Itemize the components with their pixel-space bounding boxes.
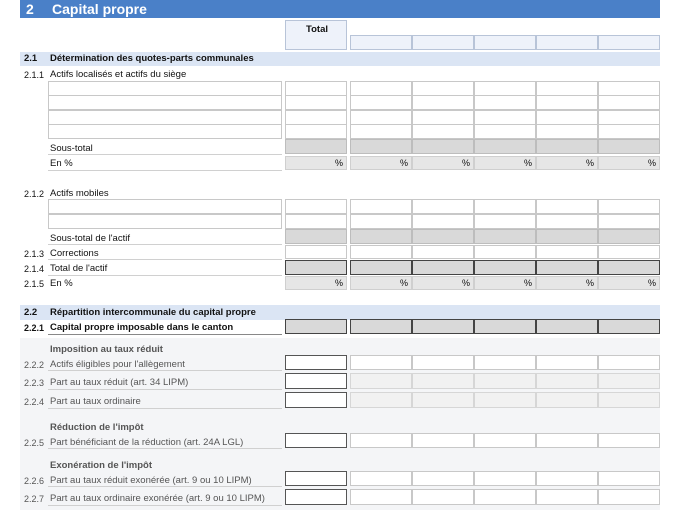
actif-localise-value-input[interactable] xyxy=(598,110,660,125)
pct-cell xyxy=(350,276,412,290)
commune-column-header[interactable] xyxy=(474,35,536,50)
row-label: Total de l'actif xyxy=(50,263,108,274)
actif-localise-value-input[interactable] xyxy=(285,95,347,110)
actif-mobile-value-input[interactable] xyxy=(350,214,412,229)
capital-imposable-cell xyxy=(474,319,536,334)
capital-imposable-total-cell xyxy=(285,319,347,334)
actif-localise-value-input[interactable] xyxy=(285,124,347,139)
taux-ordinaire-total-input[interactable] xyxy=(285,392,347,408)
total-actif-cell xyxy=(474,260,536,275)
exo-taux-ordinaire-input[interactable] xyxy=(350,489,412,505)
subtotal-actif-cell xyxy=(598,229,660,244)
section-number: 2 xyxy=(26,1,34,17)
corrections-input[interactable] xyxy=(412,245,474,259)
pct-sign: % xyxy=(647,278,656,288)
actif-localise-value-input[interactable] xyxy=(350,124,412,139)
subtotal-cell xyxy=(598,139,660,154)
actif-localise-value-input[interactable] xyxy=(536,124,598,139)
actif-mobile-value-input[interactable] xyxy=(474,199,536,214)
row-number: 2.1.5 xyxy=(24,279,45,289)
pct-sign: % xyxy=(647,158,656,168)
pct-sign: % xyxy=(523,158,532,168)
actif-mobile-value-input[interactable] xyxy=(350,199,412,214)
group-title: Réduction de l'impôt xyxy=(50,422,144,433)
pct-cell xyxy=(536,276,598,290)
taux-reduit-cell xyxy=(412,373,474,389)
actif-localise-value-input[interactable] xyxy=(412,124,474,139)
pct-sign: % xyxy=(523,278,532,288)
actif-mobile-value-input[interactable] xyxy=(536,214,598,229)
subtotal-actif-cell xyxy=(536,229,598,244)
exo-taux-ordinaire-input[interactable] xyxy=(412,489,474,505)
actifs-eligibles-input[interactable] xyxy=(350,355,412,370)
actif-mobile-value-input[interactable] xyxy=(412,199,474,214)
row-label: En % xyxy=(50,278,73,289)
actif-localise-value-input[interactable] xyxy=(598,81,660,96)
pct-cell xyxy=(412,156,474,170)
en-pct-label: En % xyxy=(50,158,73,169)
row-label: Part au taux ordinaire exonérée (art. 9 ou 10 LIPM) xyxy=(50,493,265,504)
row-label: Actifs mobiles xyxy=(50,188,109,199)
actif-mobile-value-input[interactable] xyxy=(598,199,660,214)
exo-taux-ordinaire-input[interactable] xyxy=(536,489,598,505)
pct-cell xyxy=(474,156,536,170)
group-title: Exonération de l'impôt xyxy=(50,460,153,471)
exo-taux-reduit-total-input[interactable] xyxy=(285,471,347,486)
subtotal-cell xyxy=(350,139,412,154)
taux-ordinaire-cell xyxy=(536,392,598,408)
section-title: Capital propre xyxy=(52,1,147,17)
actif-mobile-value-input[interactable] xyxy=(474,214,536,229)
actif-mobile-value-input[interactable] xyxy=(598,214,660,229)
actif-localise-value-input[interactable] xyxy=(350,95,412,110)
actif-localise-label-input[interactable] xyxy=(48,124,282,139)
row-number: 2.2.5 xyxy=(24,438,45,448)
pct-sign: % xyxy=(334,158,343,168)
actif-localise-label-input[interactable] xyxy=(48,81,282,96)
actif-localise-value-input[interactable] xyxy=(536,81,598,96)
exo-taux-ordinaire-input[interactable] xyxy=(598,489,660,505)
pct-cell xyxy=(474,276,536,290)
row-label: Part bénéficiant de la réduction (art. 24A LGL) xyxy=(50,437,244,448)
group-title: Imposition au taux réduit xyxy=(50,344,163,355)
pct-total-cell xyxy=(285,156,347,170)
subtotal-actif-cell xyxy=(350,229,412,244)
row-label: Actifs localisés et actifs du siège xyxy=(50,69,187,80)
reduction-input[interactable] xyxy=(598,433,660,448)
row-number: 2.1.3 xyxy=(24,249,45,259)
row-number: 2.2.6 xyxy=(24,476,45,486)
actif-localise-value-input[interactable] xyxy=(285,110,347,125)
row-label: Actifs éligibles pour l'allègement xyxy=(50,359,185,370)
row-number: 2.1.1 xyxy=(24,70,45,80)
section-header xyxy=(20,0,660,18)
row-label: Capital propre imposable dans le canton xyxy=(50,322,234,333)
capital-imposable-cell xyxy=(598,319,660,334)
actif-localise-label-input[interactable] xyxy=(48,110,282,125)
actifs-eligibles-input[interactable] xyxy=(536,355,598,370)
actif-localise-value-input[interactable] xyxy=(598,95,660,110)
row-number: 2.2.2 xyxy=(24,360,45,370)
subtotal-actif-cell xyxy=(474,229,536,244)
corrections-input[interactable] xyxy=(598,245,660,259)
corrections-input[interactable] xyxy=(350,245,412,259)
subtotal-actif-total-cell xyxy=(285,229,347,244)
pct-cell xyxy=(598,156,660,170)
pct-cell xyxy=(598,276,660,290)
reduction-input[interactable] xyxy=(536,433,598,448)
exo-taux-reduit-input[interactable] xyxy=(598,471,660,486)
actif-localise-value-input[interactable] xyxy=(598,124,660,139)
pct-total-cell xyxy=(285,276,347,290)
commune-column-header[interactable] xyxy=(350,35,412,50)
pct-sign: % xyxy=(399,278,408,288)
total-column-header xyxy=(285,20,347,50)
actifs-eligibles-total-input[interactable] xyxy=(285,355,347,370)
actif-localise-value-input[interactable] xyxy=(412,81,474,96)
row-number: 2.2.1 xyxy=(24,323,45,333)
pct-sign: % xyxy=(461,278,470,288)
actif-localise-value-input[interactable] xyxy=(285,81,347,96)
exo-taux-reduit-input[interactable] xyxy=(536,471,598,486)
subsection-number: 2.2 xyxy=(24,307,38,318)
pct-sign: % xyxy=(334,278,343,288)
actifs-eligibles-input[interactable] xyxy=(474,355,536,370)
reduction-input[interactable] xyxy=(412,433,474,448)
pct-sign: % xyxy=(461,158,470,168)
taux-ordinaire-cell xyxy=(474,392,536,408)
commune-column-header[interactable] xyxy=(536,35,598,50)
subsection-title: Détermination des quotes-parts communales xyxy=(50,53,254,64)
taux-reduit-cell xyxy=(350,373,412,389)
pct-cell xyxy=(536,156,598,170)
actif-localise-value-input[interactable] xyxy=(350,110,412,125)
subsection-title: Répartition intercommunale du capital propre xyxy=(50,307,256,318)
commune-column-header[interactable] xyxy=(598,35,660,50)
row-number: 2.2.4 xyxy=(24,397,45,407)
actif-localise-value-input[interactable] xyxy=(536,110,598,125)
pct-sign: % xyxy=(585,158,594,168)
taux-reduit-cell xyxy=(474,373,536,389)
row-label: Corrections xyxy=(50,248,99,259)
capital-imposable-cell xyxy=(350,319,412,334)
reduction-input[interactable] xyxy=(350,433,412,448)
taux-reduit-total-input[interactable] xyxy=(285,373,347,389)
subtotal-cell xyxy=(536,139,598,154)
total-header-label: Total xyxy=(306,24,328,35)
exo-taux-reduit-input[interactable] xyxy=(412,471,474,486)
row-label: Part au taux réduit exonérée (art. 9 ou 10 LIPM) xyxy=(50,475,252,486)
subtotal-label: Sous-total xyxy=(50,143,93,154)
capital-imposable-cell xyxy=(412,319,474,334)
actif-mobile-value-input[interactable] xyxy=(536,199,598,214)
row-number: 2.2.7 xyxy=(24,494,45,504)
total-actif-cell xyxy=(536,260,598,275)
commune-column-header[interactable] xyxy=(412,35,474,50)
actif-mobile-label-input[interactable] xyxy=(48,199,282,214)
taux-ordinaire-cell xyxy=(350,392,412,408)
pct-sign: % xyxy=(585,278,594,288)
actif-mobile-label-input[interactable] xyxy=(48,214,282,229)
corrections-total-input[interactable] xyxy=(285,245,347,259)
corrections-input[interactable] xyxy=(474,245,536,259)
capital-imposable-cell xyxy=(536,319,598,334)
total-actif-cell xyxy=(350,260,412,275)
actifs-eligibles-input[interactable] xyxy=(598,355,660,370)
exo-taux-reduit-input[interactable] xyxy=(474,471,536,486)
reduction-input[interactable] xyxy=(474,433,536,448)
actif-localise-label-input[interactable] xyxy=(48,95,282,110)
actif-mobile-value-input[interactable] xyxy=(412,214,474,229)
taux-reduit-cell xyxy=(598,373,660,389)
actif-localise-value-input[interactable] xyxy=(536,95,598,110)
actif-localise-value-input[interactable] xyxy=(412,110,474,125)
subtotal-total-cell xyxy=(285,139,347,154)
actif-localise-value-input[interactable] xyxy=(412,95,474,110)
pct-cell xyxy=(350,156,412,170)
taux-reduit-cell xyxy=(536,373,598,389)
exo-taux-reduit-input[interactable] xyxy=(350,471,412,486)
actif-mobile-value-input[interactable] xyxy=(285,199,347,214)
subtotal-cell xyxy=(474,139,536,154)
row-label: Part au taux réduit (art. 34 LIPM) xyxy=(50,377,189,388)
row-number: 2.2.3 xyxy=(24,378,45,388)
subtotal-cell xyxy=(412,139,474,154)
corrections-input[interactable] xyxy=(536,245,598,259)
actif-localise-value-input[interactable] xyxy=(474,81,536,96)
actif-localise-value-input[interactable] xyxy=(350,81,412,96)
exo-taux-ordinaire-total-input[interactable] xyxy=(285,489,347,505)
total-actif-cell xyxy=(412,260,474,275)
subtotal-actif-label: Sous-total de l'actif xyxy=(50,233,130,244)
actif-localise-value-input[interactable] xyxy=(474,110,536,125)
total-actif-total-cell xyxy=(285,260,347,275)
row-number: 2.1.4 xyxy=(24,264,45,274)
actifs-eligibles-input[interactable] xyxy=(412,355,474,370)
exo-taux-ordinaire-input[interactable] xyxy=(474,489,536,505)
row-label: Part au taux ordinaire xyxy=(50,396,141,407)
taux-ordinaire-cell xyxy=(412,392,474,408)
subtotal-actif-cell xyxy=(412,229,474,244)
actif-mobile-value-input[interactable] xyxy=(285,214,347,229)
actif-localise-value-input[interactable] xyxy=(474,95,536,110)
actif-localise-value-input[interactable] xyxy=(474,124,536,139)
row-number: 2.1.2 xyxy=(24,189,45,199)
total-actif-cell xyxy=(598,260,660,275)
taux-ordinaire-cell xyxy=(598,392,660,408)
pct-cell xyxy=(412,276,474,290)
pct-sign: % xyxy=(399,158,408,168)
subsection-number: 2.1 xyxy=(24,53,38,64)
reduction-total-input[interactable] xyxy=(285,433,347,448)
